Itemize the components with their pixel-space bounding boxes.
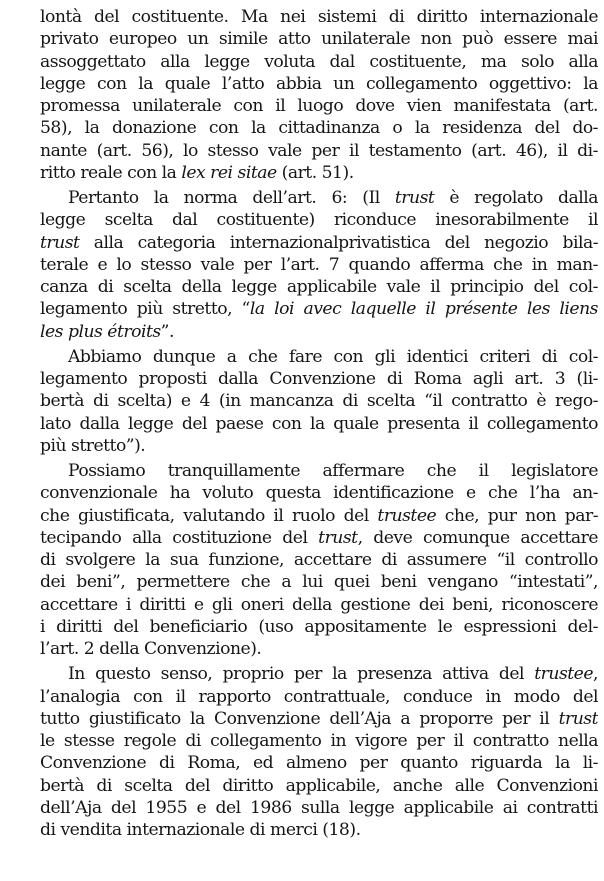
text-line: legamento proposti dalla Convenzione di Roma agli art. 3 (li- — [40, 369, 598, 389]
document-page — [40, 6, 598, 876]
text-line: di svolgere la sua funzione, accettare di assumere “il controllo — [40, 550, 598, 570]
text-line: le stesse regole di collegamento in vigore per il contratto nella — [40, 731, 598, 751]
paragraph-4 — [40, 460, 598, 660]
text-line: di vendita internazionale di merci (18). — [40, 820, 361, 840]
text-line: ritto reale con la lex rei sitae (art. 51). — [40, 162, 354, 183]
text-line: l’analogia con il rapporto contrattuale, conduce in modo del — [40, 686, 598, 707]
text-line: promessa unilaterale con il luogo dove vien manifestata (art. — [40, 96, 598, 116]
text-line: convenzionale ha voluto questa identificazione e che l’ha an- — [40, 483, 598, 504]
text-line: Abbiamo dunque a che fare con gli identici criteri di col- — [68, 346, 598, 367]
text-line: bertà di scelta del diritto applicabile, anche alle Convenzioni — [40, 775, 598, 796]
text-line: i diritti del beneficiario (uso appositamente le espressioni del- — [40, 616, 598, 637]
text-line: legge con la quale l’atto abbia un collegamento oggettivo: la — [40, 73, 598, 94]
text-line: nante (art. 56), lo stesso vale per il testamento (art. 46), il di- — [40, 140, 598, 161]
text-line: più stretto”). — [40, 435, 146, 456]
text-line: Possiamo tranquillamente affermare che il legislatore — [68, 461, 598, 481]
text-line: les plus étroits”. — [40, 321, 174, 342]
text-line: lontà del costituente. Ma nei sistemi di diritto internazionale — [40, 7, 598, 27]
paragraph-3 — [40, 346, 598, 457]
paragraph-5 — [40, 663, 598, 841]
text-line: tecipando alla costituzione del trust, deve comunque accettare — [40, 527, 598, 548]
text-line: assoggettato alla legge voluta dal costituente, ma solo alla — [40, 51, 598, 72]
text-line: bertà di scelta) e 4 (in mancanza di scelta “il contratto è rego- — [40, 391, 598, 412]
text-line: legamento più stretto, “la loi avec laquelle il présente les liens — [40, 299, 598, 320]
text-line: dell’Aja del 1955 e del 1986 sulla legge applicabile ai contratti — [40, 797, 598, 818]
text-line: Convenzione di Roma, ed almeno per quanto riguarda la li- — [40, 753, 598, 774]
text-line: canza di scelta della legge applicabile vale il principio del col- — [40, 277, 598, 297]
text-line: trust alla categoria internazionalprivatistica del negozio bila- — [40, 232, 598, 253]
text-line: lato dalla legge del paese con la quale presenta il collegamento — [40, 413, 598, 434]
text-line: accettare i diritti e gli oneri della gestione dei beni, riconoscere — [40, 594, 598, 615]
text-line: 58), la donazione con la cittadinanza o la residenza del do- — [40, 118, 598, 139]
text-line: In questo senso, proprio per la presenza attiva del trustee, — [68, 664, 598, 685]
text-line: terale e lo stesso vale per l’art. 7 quando afferma che in man- — [40, 254, 598, 275]
paragraph-1 — [40, 6, 598, 184]
text-line: l’art. 2 della Convenzione). — [40, 639, 262, 659]
paragraph-2 — [40, 187, 598, 343]
text-line: tutto giustificato la Convenzione dell’Aja a proporre per il trust — [40, 708, 598, 729]
text-line: dei beni”, permettere che a lui quei beni vengano “intestati”, — [40, 572, 598, 593]
text-line: privato europeo un simile atto unilaterale non può essere mai — [40, 29, 598, 50]
text-line: che giustificata, valutando il ruolo del trustee che, pur non par- — [40, 505, 598, 526]
text-line: legge scelta dal costituente) riconduce inesorabilmente il — [40, 210, 598, 231]
text-line: Pertanto la norma dell’art. 6: (Il trust è regolato dalla — [68, 188, 598, 208]
